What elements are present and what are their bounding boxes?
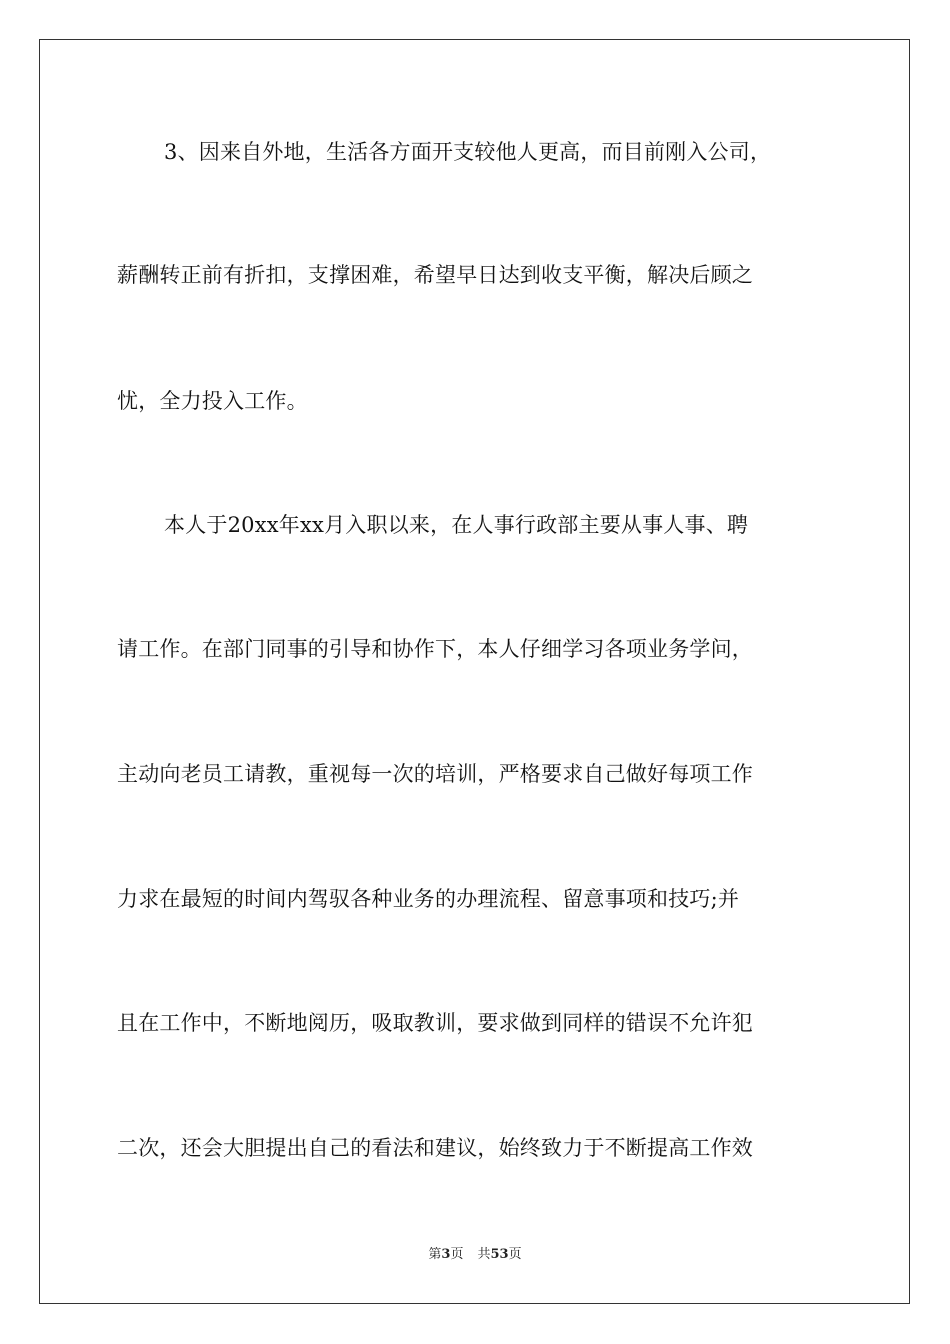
footer-page-number: 3 — [441, 1247, 451, 1262]
text-line-6: 主动向老员工请教，重视每一次的培训，严格要求自己做好每项工作 — [117, 762, 753, 786]
page-footer — [0, 1246, 950, 1264]
text-line-2: 薪酬转正前有折扣，支撑困难，希望早日达到收支平衡，解决后顾之 — [117, 263, 753, 287]
text-line-5: 请工作。在部门同事的引导和协作下，本人仔细学习各项业务学问， — [117, 637, 753, 661]
text-line-4: 本人于20xx年xx月入职以来，在人事行政部主要从事人事、聘 — [164, 513, 749, 537]
text-line-7: 力求在最短的时间内驾驭各种业务的办理流程、留意事项和技巧;并 — [117, 887, 740, 911]
footer-page-suffix: 页 — [450, 1247, 464, 1262]
text-line-3: 忧，全力投入工作。 — [117, 389, 308, 413]
footer-total-suffix: 页 — [508, 1247, 522, 1262]
text-line-1: 3、因来自外地，生活各方面开支较他人更高，而目前刚入公司， — [164, 140, 772, 164]
footer-total-pages: 53 — [490, 1247, 509, 1262]
footer-total-prefix: 共 — [477, 1247, 491, 1262]
text-line-9: 二次，还会大胆提出自己的看法和建议，始终致力于不断提高工作效 — [117, 1136, 753, 1160]
footer-page-prefix: 第 — [428, 1247, 442, 1262]
text-line-8: 且在工作中，不断地阅历，吸取教训，要求做到同样的错误不允许犯 — [117, 1011, 753, 1035]
page-frame — [39, 39, 910, 1304]
